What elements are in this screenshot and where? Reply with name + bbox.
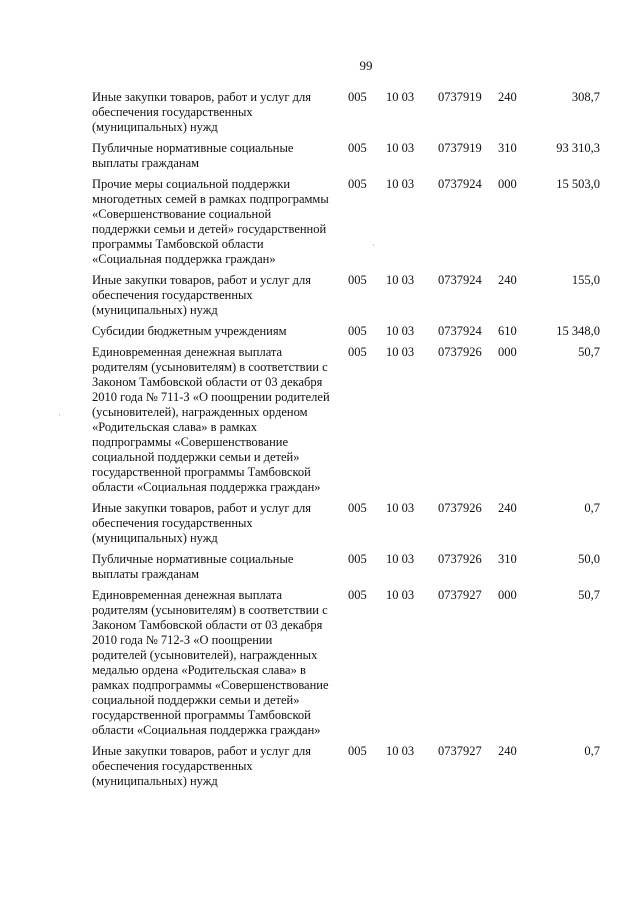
expense-name: Единовременная денежная выплата родителям (усыновителям) в соответствии с Законом Тамбовской области от 03 декабря 2010 года № 711-З «О поощрении родителей (усыновителей), награжденных орденом «Родительская слава» в рамках подпрограммы «Совершенствование социальной поддержки семьи и детей» государственной программы Тамбовской области «Социальная поддержка граждан» [92, 345, 330, 494]
ministry-code: 005 [348, 744, 367, 758]
table-row [92, 501, 600, 546]
amount: 93 310,3 [556, 141, 600, 155]
expense-name: Прочие меры социальной поддержки многодетных семей в рамках подпрограммы «Совершенствование социальной поддержки семьи и детей» государственной программы Тамбовской области «Социальная поддержка граждан» [92, 177, 329, 266]
expense-type-code: 000 [498, 177, 517, 191]
table-row [92, 273, 600, 318]
ministry-code: 005 [348, 141, 367, 155]
section-code: 10 03 [386, 552, 415, 566]
expense-type-code: 000 [498, 588, 517, 602]
budget-table [92, 90, 600, 795]
section-code: 10 03 [386, 141, 415, 155]
expense-type-code: 240 [498, 273, 517, 287]
expense-name: Единовременная денежная выплата родителям (усыновителям) в соответствии с Законом Тамбовской области от 03 декабря 2010 года № 712-З «О поощрении родителей (усыновителей), награжденных медалью ордена «Родительская слава» в рамках подпрограммы «Совершенствование социальной поддержки семьи и детей» государственной программы Тамбовской области «Социальная поддержка граждан» [92, 588, 329, 737]
ministry-code: 005 [348, 501, 367, 515]
scan-mark: · [58, 410, 61, 420]
amount: 0,7 [584, 744, 600, 758]
table-row [92, 345, 600, 495]
expense-type-code: 310 [498, 552, 517, 566]
section-code: 10 03 [386, 588, 415, 602]
target-article-code: 0737924 [438, 324, 482, 338]
ministry-code: 005 [348, 177, 367, 191]
target-article-code: 0737926 [438, 345, 482, 359]
expense-name: Публичные нормативные социальные выплаты гражданам [92, 141, 294, 170]
ministry-code: 005 [348, 273, 367, 287]
section-code: 10 03 [386, 744, 415, 758]
expense-name: Иные закупки товаров, работ и услуг для обеспечения государственных (муниципальных) нужд [92, 501, 312, 545]
section-code: 10 03 [386, 345, 415, 359]
target-article-code: 0737919 [438, 90, 482, 104]
expense-name: Иные закупки товаров, работ и услуг для обеспечения государственных (муниципальных) нужд [92, 90, 312, 134]
expense-type-code: 310 [498, 141, 517, 155]
target-article-code: 0737926 [438, 501, 482, 515]
expense-type-code: 610 [498, 324, 517, 338]
ministry-code: 005 [348, 324, 367, 338]
table-row [92, 588, 600, 738]
ministry-code: 005 [348, 588, 367, 602]
target-article-code: 0737927 [438, 744, 482, 758]
expense-type-code: 240 [498, 744, 517, 758]
expense-type-code: 240 [498, 501, 517, 515]
page-number: 99 [359, 58, 373, 73]
table-row [92, 177, 600, 267]
target-article-code: 0737927 [438, 588, 482, 602]
expense-name: Публичные нормативные социальные выплаты гражданам [92, 552, 294, 581]
expense-name: Субсидии бюджетным учреждениям [92, 324, 287, 338]
expense-type-code: 000 [498, 345, 517, 359]
table-row [92, 141, 600, 171]
expense-name: Иные закупки товаров, работ и услуг для обеспечения государственных (муниципальных) нужд [92, 273, 312, 317]
amount: 50,0 [578, 552, 600, 566]
scan-mark: · [372, 240, 375, 250]
amount: 0,7 [584, 501, 600, 515]
amount: 308,7 [571, 90, 600, 104]
table-row [92, 90, 600, 135]
amount: 155,0 [571, 273, 600, 287]
target-article-code: 0737924 [438, 177, 482, 191]
target-article-code: 0737919 [438, 141, 482, 155]
section-code: 10 03 [386, 273, 415, 287]
amount: 15 348,0 [556, 324, 600, 338]
ministry-code: 005 [348, 345, 367, 359]
amount: 50,7 [578, 588, 600, 602]
expense-name: Иные закупки товаров, работ и услуг для обеспечения государственных (муниципальных) нужд [92, 744, 312, 788]
expense-type-code: 240 [498, 90, 517, 104]
section-code: 10 03 [386, 177, 415, 191]
section-code: 10 03 [386, 90, 415, 104]
amount: 15 503,0 [556, 177, 600, 191]
section-code: 10 03 [386, 324, 415, 338]
section-code: 10 03 [386, 501, 415, 515]
target-article-code: 0737926 [438, 552, 482, 566]
target-article-code: 0737924 [438, 273, 482, 287]
table-row [92, 552, 600, 582]
ministry-code: 005 [348, 552, 367, 566]
ministry-code: 005 [348, 90, 367, 104]
table-row [92, 324, 600, 339]
amount: 50,7 [578, 345, 600, 359]
table-row [92, 744, 600, 789]
